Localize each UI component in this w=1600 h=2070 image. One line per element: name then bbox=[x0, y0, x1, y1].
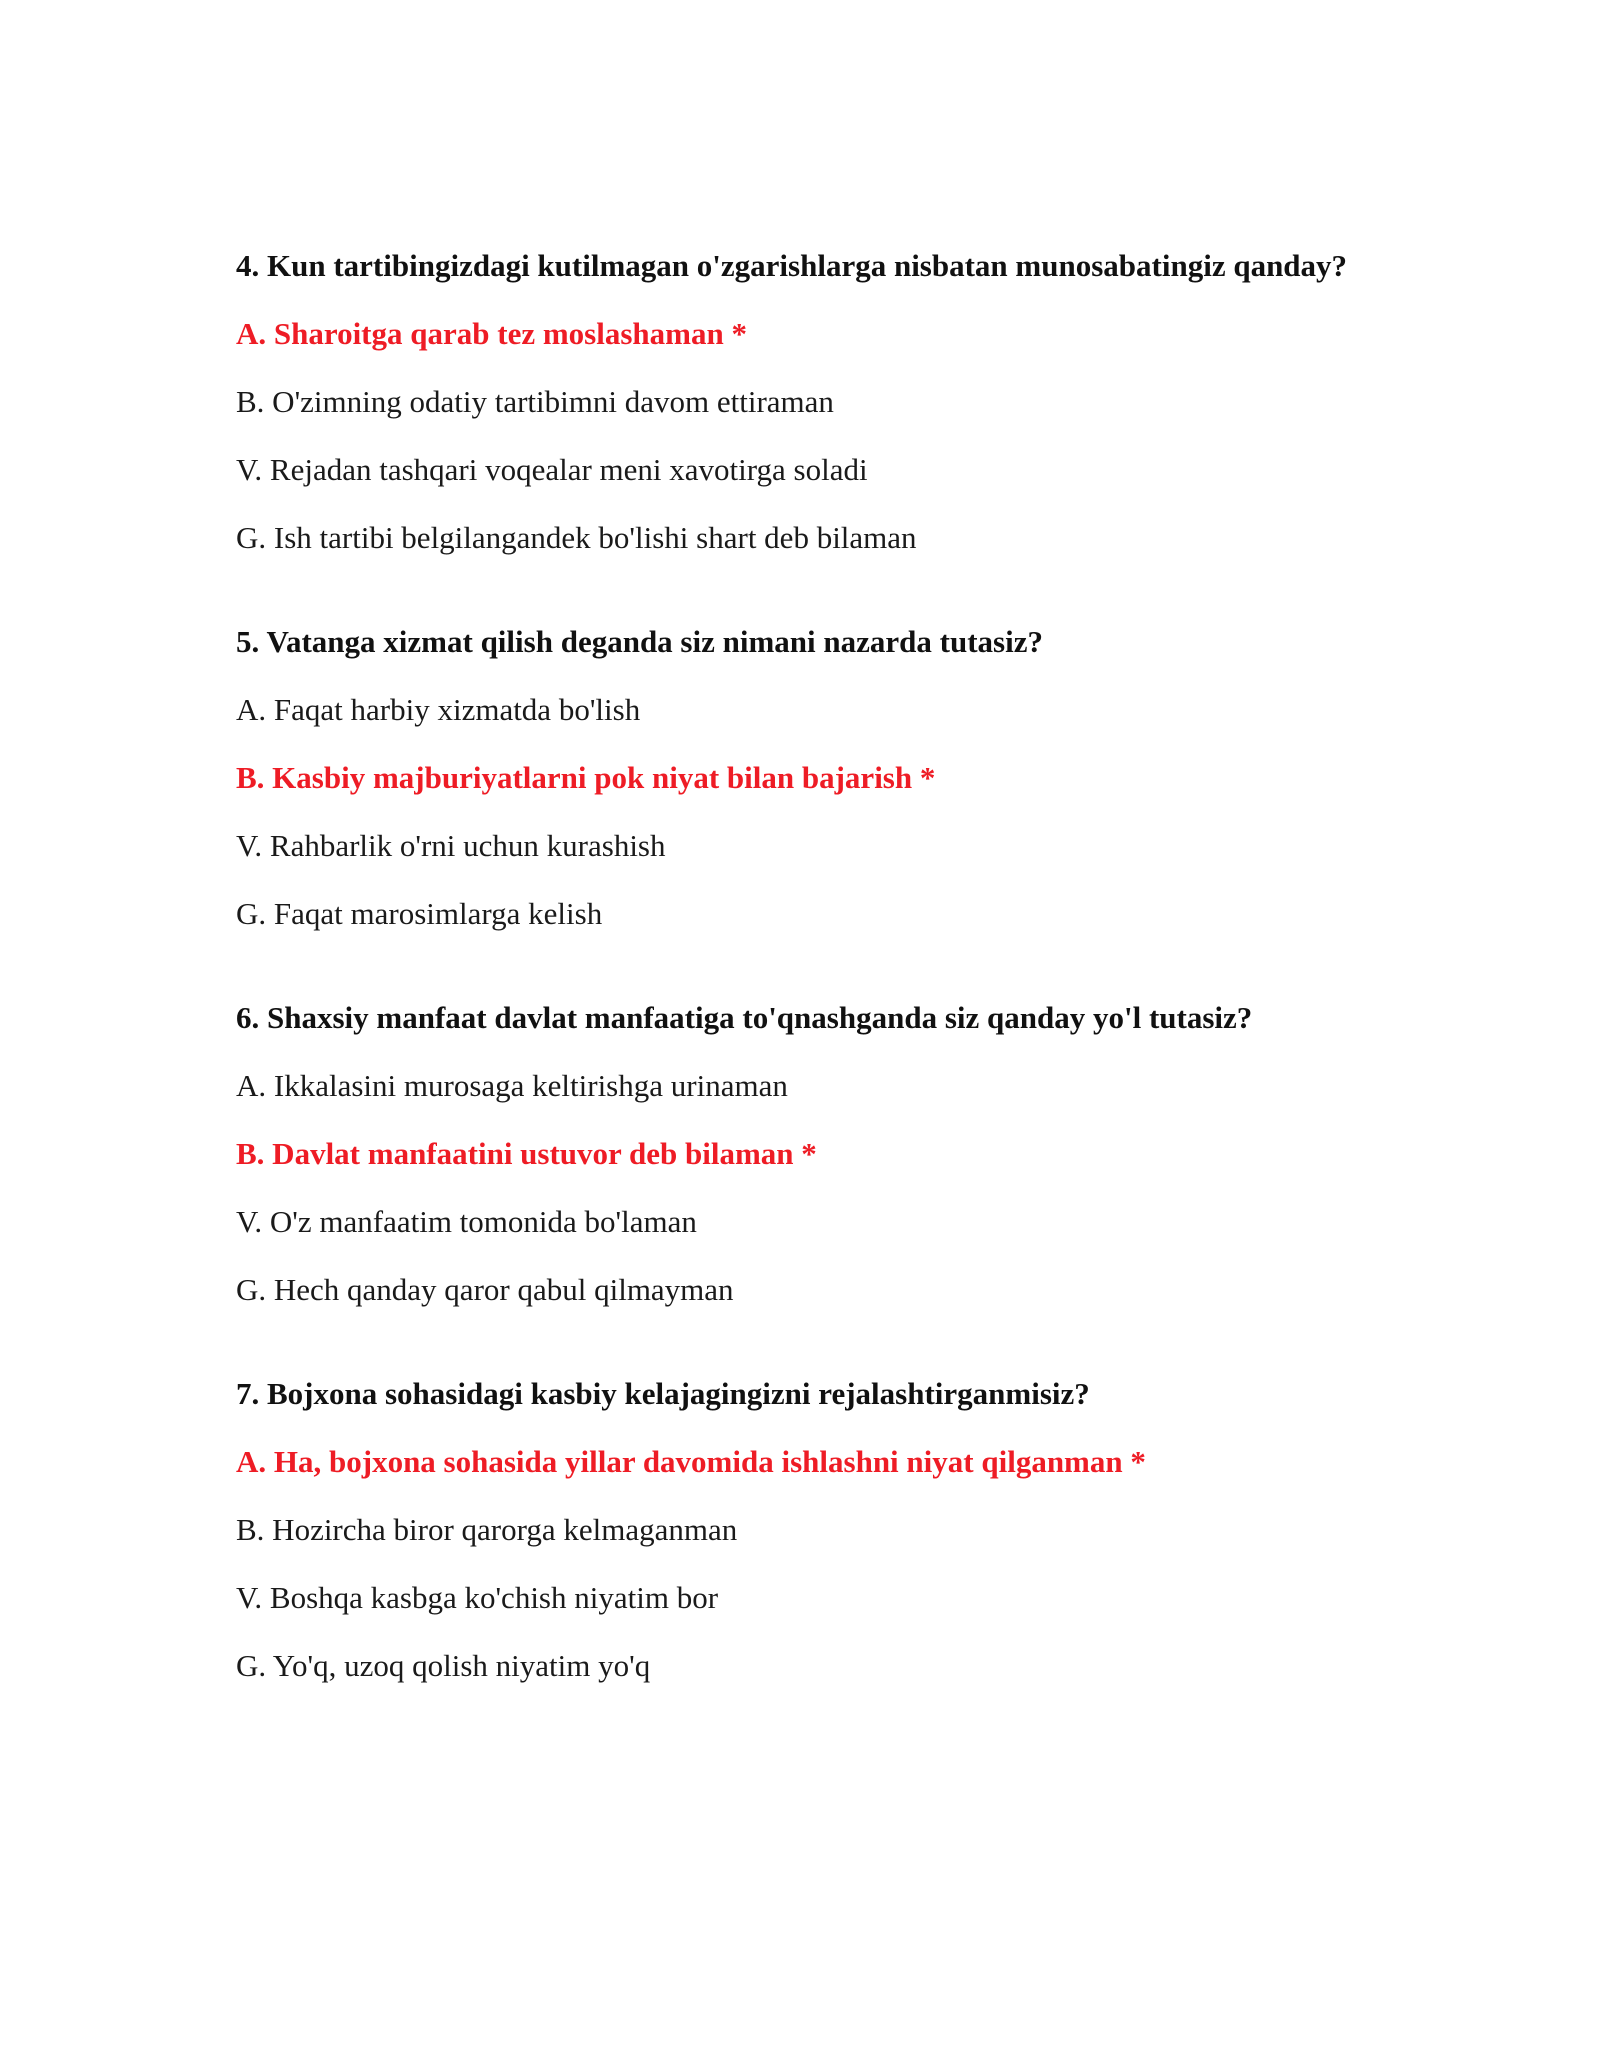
answer-option-correct: A. Sharoitga qarab tez moslashaman * bbox=[236, 316, 747, 351]
answer-option-correct: B. Kasbiy majburiyatlarni pok niyat bilan bajarish * bbox=[236, 760, 936, 795]
answer-option: V. Rahbarlik o'rni uchun kurashish bbox=[236, 828, 666, 863]
answer-option: G. Ish tartibi belgilangandek bo'lishi shart deb bilaman bbox=[236, 520, 917, 555]
question-block-6 bbox=[236, 1000, 1436, 1308]
document-page bbox=[236, 248, 1436, 1752]
question-block-7 bbox=[236, 1376, 1436, 1684]
question-title: 5. Vatanga xizmat qilish deganda siz nimani nazarda tutasiz? bbox=[236, 624, 1043, 659]
answer-option: A. Faqat harbiy xizmatda bo'lish bbox=[236, 692, 641, 727]
answer-option: G. Yo'q, uzoq qolish niyatim yo'q bbox=[236, 1648, 651, 1683]
answer-option: A. Ikkalasini murosaga keltirishga urinaman bbox=[236, 1068, 788, 1103]
answer-option: G. Hech qanday qaror qabul qilmayman bbox=[236, 1272, 734, 1307]
question-title: 4. Kun tartibingizdagi kutilmagan o'zgarishlarga nisbatan munosabatingiz qanday? bbox=[236, 248, 1348, 283]
answer-option: V. O'z manfaatim tomonida bo'laman bbox=[236, 1204, 697, 1239]
question-block-4 bbox=[236, 248, 1436, 556]
answer-option-correct: B. Davlat manfaatini ustuvor deb bilaman * bbox=[236, 1136, 817, 1171]
answer-option: B. O'zimning odatiy tartibimni davom ettiraman bbox=[236, 384, 834, 419]
answer-option-correct: A. Ha, bojxona sohasida yillar davomida ishlashni niyat qilganman * bbox=[236, 1444, 1146, 1479]
answer-option: V. Rejadan tashqari voqealar meni xavotirga soladi bbox=[236, 452, 868, 487]
question-title: 7. Bojxona sohasidagi kasbiy kelajagingizni rejalashtirganmisiz? bbox=[236, 1376, 1090, 1411]
question-block-5 bbox=[236, 624, 1436, 932]
answer-option: V. Boshqa kasbga ko'chish niyatim bor bbox=[236, 1580, 719, 1615]
question-title: 6. Shaxsiy manfaat davlat manfaatiga to'qnashganda siz qanday yo'l tutasiz? bbox=[236, 1000, 1253, 1035]
answer-option: G. Faqat marosimlarga kelish bbox=[236, 896, 603, 931]
answer-option: B. Hozircha biror qarorga kelmaganman bbox=[236, 1512, 738, 1547]
